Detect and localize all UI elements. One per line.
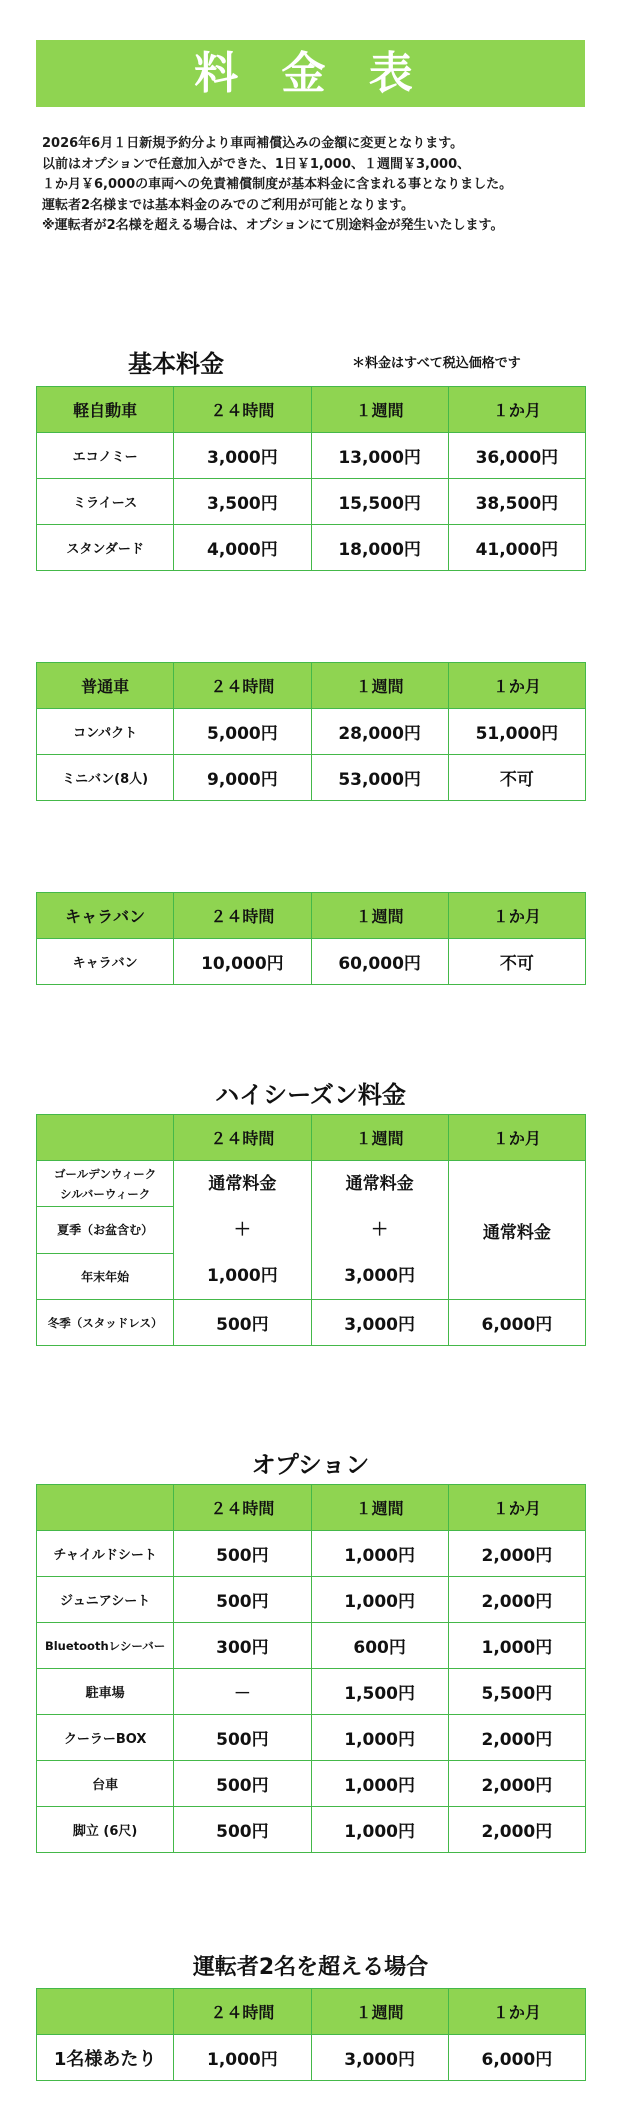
header-cell: ２４時間 — [174, 1485, 311, 1531]
plus-sign: ＋ — [371, 1220, 389, 1240]
header-cell — [37, 1115, 174, 1161]
price-cell: 36,000円 — [448, 433, 585, 479]
header-cell: ２４時間 — [174, 663, 311, 709]
notice-line: １か月￥6,000の車両への免責補償制度が基本料金に含まれる事となりました。 — [42, 177, 513, 192]
price-cell: 2,000円 — [448, 1715, 585, 1761]
table-header-row — [37, 387, 586, 433]
page-title: 料 金 表 — [194, 48, 427, 99]
price-cell: 9,000円 — [174, 755, 311, 801]
header-cell: ２４時間 — [174, 1115, 311, 1161]
price-cell: 2,000円 — [448, 1531, 585, 1577]
table-row — [37, 755, 586, 801]
price-cell: 60,000円 — [311, 939, 448, 985]
row-label: ジュニアシート — [37, 1577, 174, 1623]
extra-driver-title: 運転者2名を超える場合 — [192, 1955, 429, 1980]
price-cell: 3,000円 — [174, 433, 311, 479]
plus-sign: ＋ — [233, 1220, 251, 1240]
header-cell: １か月 — [448, 1485, 585, 1531]
price-cell: 3,000円 — [311, 2035, 448, 2081]
notice-text — [42, 134, 602, 237]
price-cell: 51,000円 — [448, 709, 585, 755]
price-cell: 41,000円 — [448, 525, 585, 571]
kei-rate-table — [36, 386, 586, 571]
price-cell: 1,000円 — [311, 1577, 448, 1623]
price-cell: 5,500円 — [448, 1669, 585, 1715]
merged-week-cell — [311, 1161, 448, 1300]
merged-day-cell — [174, 1161, 311, 1300]
price-cell: 1,000円 — [311, 1715, 448, 1761]
header-cell: １か月 — [448, 387, 585, 433]
row-label: 年末年始 — [37, 1253, 174, 1299]
row-label: 夏季（お盆含む） — [37, 1207, 174, 1253]
price-cell: 1,000円 — [311, 1761, 448, 1807]
row-label: Bluetoothレシーバー — [37, 1623, 174, 1669]
table-row — [37, 1807, 586, 1853]
row-label: キャラバン — [37, 939, 174, 985]
price-cell: 18,000円 — [311, 525, 448, 571]
header-cell: ２４時間 — [174, 387, 311, 433]
price-cell: 2,000円 — [448, 1807, 585, 1853]
page-title-banner — [36, 40, 585, 107]
price-cell: 500円 — [174, 1577, 311, 1623]
row-label: ミニバン(8人) — [37, 755, 174, 801]
price-cell: 500円 — [174, 1300, 311, 1346]
price-cell: 13,000円 — [311, 433, 448, 479]
merged-month-cell: 通常料金 — [448, 1161, 585, 1300]
price-cell: 1,000円 — [174, 2035, 311, 2081]
futsu-rate-table — [36, 662, 586, 801]
table-row — [37, 1300, 586, 1346]
notice-line: ※運転者が2名様を超える場合は、オプションにて別途料金が発生いたします。 — [42, 218, 504, 233]
options-table — [36, 1484, 586, 1853]
row-label: 台車 — [37, 1761, 174, 1807]
header-cell — [37, 1989, 174, 2035]
caravan-rate-table — [36, 892, 586, 985]
price-cell: 500円 — [174, 1761, 311, 1807]
table-header-row — [37, 1115, 586, 1161]
price-cell: － — [174, 1669, 311, 1715]
header-cell: １週間 — [311, 1115, 448, 1161]
header-cell — [37, 1485, 174, 1531]
price-cell: 500円 — [174, 1531, 311, 1577]
table-row — [37, 525, 586, 571]
table-header-row — [37, 1989, 586, 2035]
table-row — [37, 1161, 586, 1207]
price-cell: 6,000円 — [448, 1300, 585, 1346]
header-cell: １か月 — [448, 893, 585, 939]
header-cell: ２４時間 — [174, 893, 311, 939]
table-row — [37, 1531, 586, 1577]
merged-text: 3,000円 — [344, 1266, 416, 1286]
table-row — [37, 939, 586, 985]
row-label: チャイルドシート — [37, 1531, 174, 1577]
high-season-title: ハイシーズン料金 — [215, 1081, 406, 1109]
price-cell: 6,000円 — [448, 2035, 585, 2081]
row-label: スタンダード — [37, 525, 174, 571]
price-cell: 15,500円 — [311, 479, 448, 525]
price-cell: 不可 — [448, 755, 585, 801]
high-season-table — [36, 1114, 586, 1346]
extra-driver-table — [36, 1988, 586, 2081]
header-cell: １週間 — [311, 1989, 448, 2035]
merged-text: 通常料金 — [345, 1174, 414, 1194]
row-label: ミライース — [37, 479, 174, 525]
table-row — [37, 2035, 586, 2081]
table-row — [37, 1715, 586, 1761]
header-cell: １か月 — [448, 1989, 585, 2035]
basic-rates-title: 基本料金 — [128, 350, 224, 378]
price-cell: 300円 — [174, 1623, 311, 1669]
price-cell: 3,000円 — [311, 1300, 448, 1346]
row-label: エコノミー — [37, 433, 174, 479]
table-row — [37, 709, 586, 755]
notice-line: 以前はオプションで任意加入ができた、1日￥1,000、１週間￥3,000、 — [42, 156, 471, 172]
header-cell: １週間 — [311, 387, 448, 433]
row-label: コンパクト — [37, 709, 174, 755]
price-cell: 500円 — [174, 1807, 311, 1853]
price-cell: 4,000円 — [174, 525, 311, 571]
table-row — [37, 1577, 586, 1623]
price-cell: 500円 — [174, 1715, 311, 1761]
price-cell: 10,000円 — [174, 939, 311, 985]
table-row — [37, 479, 586, 525]
header-cell: 軽自動車 — [37, 387, 174, 433]
header-cell: １か月 — [448, 1115, 585, 1161]
header-cell: ２４時間 — [174, 1989, 311, 2035]
row-label: クーラーBOX — [37, 1715, 174, 1761]
notice-line: 運転者2名様までは基本料金のみでのご利用が可能となります。 — [42, 197, 415, 213]
price-cell: 3,500円 — [174, 479, 311, 525]
notice-line: 2026年6月１日新規予約分より車両補償込みの金額に変更となります。 — [42, 136, 464, 151]
header-cell: １か月 — [448, 663, 585, 709]
table-header-row — [37, 663, 586, 709]
table-row — [37, 433, 586, 479]
header-cell: キャラバン — [37, 893, 174, 939]
table-row — [37, 1669, 586, 1715]
price-cell: 1,500円 — [311, 1669, 448, 1715]
price-cell: 53,000円 — [311, 755, 448, 801]
price-cell: 1,000円 — [311, 1531, 448, 1577]
row-label: 1名様あたり — [37, 2035, 174, 2081]
price-cell: 1,000円 — [448, 1623, 585, 1669]
price-cell: 2,000円 — [448, 1761, 585, 1807]
row-label: 駐車場 — [37, 1669, 174, 1715]
price-cell: 600円 — [311, 1623, 448, 1669]
table-row — [37, 1761, 586, 1807]
merged-text: 1,000円 — [206, 1266, 278, 1286]
header-cell: １週間 — [311, 893, 448, 939]
header-cell: 普通車 — [37, 663, 174, 709]
table-row — [37, 1623, 586, 1669]
price-cell: 2,000円 — [448, 1577, 585, 1623]
price-cell: 38,500円 — [448, 479, 585, 525]
merged-text: 通常料金 — [208, 1174, 277, 1194]
price-cell: 5,000円 — [174, 709, 311, 755]
row-label: ゴールデンウィーク シルバーウィーク — [37, 1161, 174, 1207]
row-label: 脚立 (6尺) — [37, 1807, 174, 1853]
table-header-row — [37, 1485, 586, 1531]
price-cell: 1,000円 — [311, 1807, 448, 1853]
table-header-row — [37, 893, 586, 939]
price-cell: 不可 — [448, 939, 585, 985]
options-title: オプション — [251, 1451, 370, 1479]
price-cell: 28,000円 — [311, 709, 448, 755]
header-cell: １週間 — [311, 663, 448, 709]
row-label: 冬季（スタッドレス） — [37, 1300, 174, 1346]
tax-note: ＊料金はすべて税込価格です — [352, 356, 521, 371]
header-cell: １週間 — [311, 1485, 448, 1531]
